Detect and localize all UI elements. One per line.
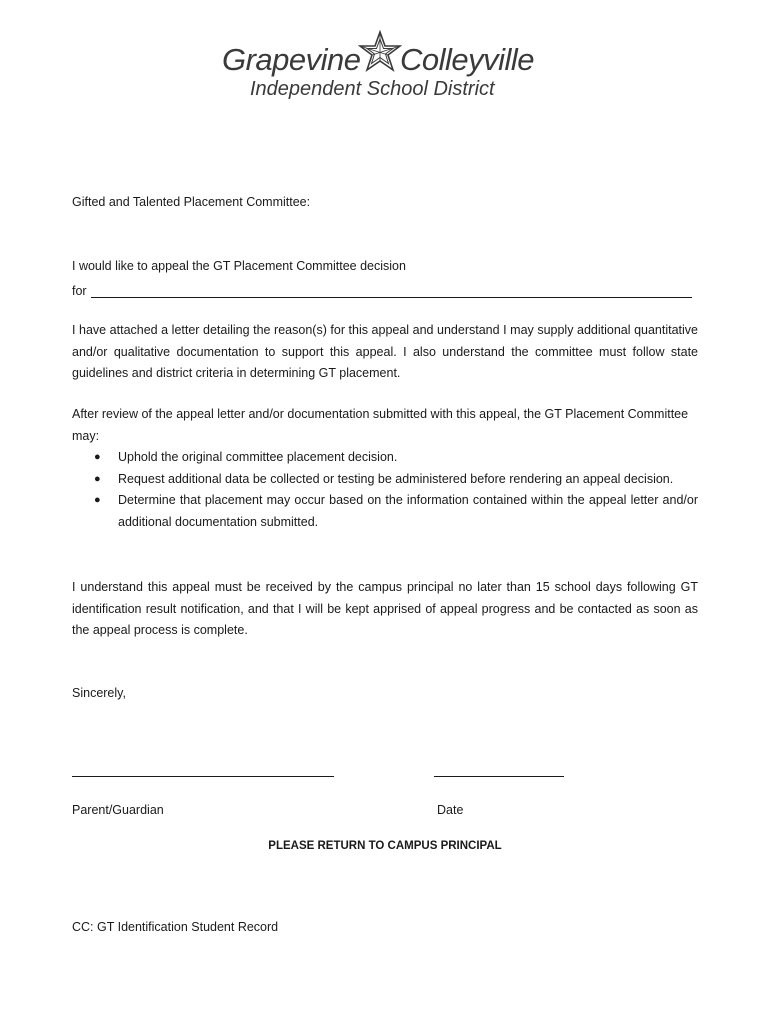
appeal-line: I would like to appeal the GT Placement Committee decision	[72, 259, 406, 273]
option-uphold: Uphold the original committee placement decision.	[118, 450, 398, 464]
date-label: Date	[437, 803, 464, 817]
logo-word-colleyville: Colleyville	[400, 42, 535, 77]
return-note: PLEASE RETURN TO CAMPUS PRINCIPAL	[268, 840, 502, 852]
option-request-data: Request additional data be collected or testing be administered before rendering an appeal decision.	[118, 471, 674, 486]
list-item	[72, 447, 698, 469]
option-determine-placement: Determine that placement may occur based on the information contained within the appeal letter and/or additional documentation submitted.	[118, 493, 698, 529]
salutation: Gifted and Talented Placement Committee:	[72, 195, 311, 209]
bullet-icon: ●	[94, 494, 101, 507]
cc-line: CC: GT Identification Student Record	[72, 920, 279, 934]
decision-blank-field[interactable]	[91, 297, 692, 298]
paragraph-deadline: I understand this appeal must be received by the campus principal no later than 15 school days following GT identification result notification, and that I will be kept apprised of appeal progress and be contacted as soon as the appeal process is complete.	[72, 580, 698, 638]
logo-word-grapevine: Grapevine	[222, 42, 361, 77]
logo-subtitle: Independent School District	[250, 78, 495, 100]
closing: Sincerely,	[72, 686, 126, 700]
bullet-icon: ●	[94, 472, 101, 485]
signature-label: Parent/Guardian	[72, 803, 164, 817]
district-logo	[220, 28, 540, 108]
paragraph-attached-letter: I have attached a letter detailing the reason(s) for this appeal and understand I may supply additional quantitative and/or qualitative documentation to support this appeal. I also understand the committee must follow state guidelines and district criteria in determining GT placement.	[72, 323, 698, 381]
date-line[interactable]	[434, 776, 564, 777]
decision-for-line	[72, 281, 692, 303]
committee-options-list	[72, 447, 698, 533]
list-item	[72, 469, 698, 491]
paragraph-review: After review of the appeal letter and/or documentation submitted with this appeal, the GT Placement Committee may:	[72, 407, 689, 443]
for-label: for	[72, 284, 87, 298]
logo-title	[222, 42, 535, 78]
bullet-icon: ●	[94, 451, 101, 463]
list-item	[72, 490, 698, 533]
signature-line[interactable]	[72, 776, 334, 777]
star-icon	[358, 30, 402, 74]
